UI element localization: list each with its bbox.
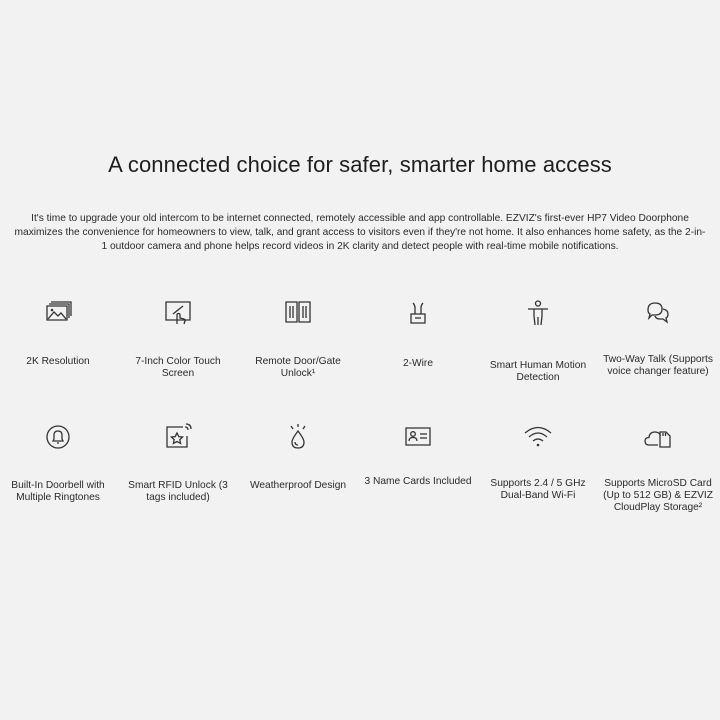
- two-wire-icon: [403, 298, 433, 328]
- feature-label: 2-Wire: [403, 358, 433, 369]
- feature-label: Smart Human Motion Detection: [489, 360, 587, 383]
- water-drop-icon: [283, 422, 313, 452]
- feature-item: [483, 298, 593, 383]
- touch-screen-icon: [163, 298, 193, 328]
- feature-item: [603, 422, 713, 513]
- feature-item: [243, 422, 353, 491]
- feature-label: 3 Name Cards Included: [364, 476, 472, 487]
- feature-label: Supports 2.4 / 5 GHz Dual-Band Wi-Fi: [490, 478, 586, 501]
- feature-label: Supports MicroSD Card (Up to 512 GB) & EZVIZ CloudPlay Storage²: [603, 478, 713, 513]
- intro-paragraph: It's time to upgrade your old intercom to be internet connected, remotely accessible and app controllable. EZVIZ's first-ever HP7 Video Doorphone maximizes the convenience for homeowners to view, talk, and grant access to visitors even if they're not home. It also enhances home safety, as the 2-in-1 outdoor camera and phone helps record videos in 2K clarity and detect people with real-time mobile notifications.: [14, 213, 706, 253]
- door-gate-icon: [283, 298, 313, 328]
- human-figure-icon: [523, 298, 553, 328]
- feature-label: Remote Door/Gate Unlock¹: [255, 356, 341, 379]
- feature-item: [123, 422, 233, 503]
- doorbell-icon: [43, 422, 73, 452]
- feature-label: Two-Way Talk (Supports voice changer feature): [603, 354, 713, 377]
- name-card-icon: [403, 422, 433, 452]
- feature-item: [123, 298, 233, 379]
- feature-label: 2K Resolution: [26, 356, 90, 367]
- chat-bubbles-icon: [643, 298, 673, 328]
- feature-label: Built-In Doorbell with Multiple Ringtones: [11, 480, 105, 503]
- feature-item: [483, 422, 593, 501]
- feature-item: [363, 422, 473, 487]
- feature-label: Weatherproof Design: [249, 480, 347, 491]
- page-title: A connected choice for safer, smarter home access: [108, 152, 612, 177]
- feature-item: [603, 298, 713, 377]
- feature-item: [3, 298, 113, 367]
- cloud-sd-card-icon: [643, 422, 673, 452]
- wifi-icon: [523, 422, 553, 452]
- feature-item: [363, 298, 473, 369]
- feature-item: [3, 422, 113, 503]
- photo-stack-icon: [43, 298, 73, 328]
- feature-item: [243, 298, 353, 379]
- rfid-card-icon: [163, 422, 193, 452]
- feature-label: 7-Inch Color Touch Screen: [135, 356, 221, 379]
- feature-label: Smart RFID Unlock (3 tags included): [128, 480, 228, 503]
